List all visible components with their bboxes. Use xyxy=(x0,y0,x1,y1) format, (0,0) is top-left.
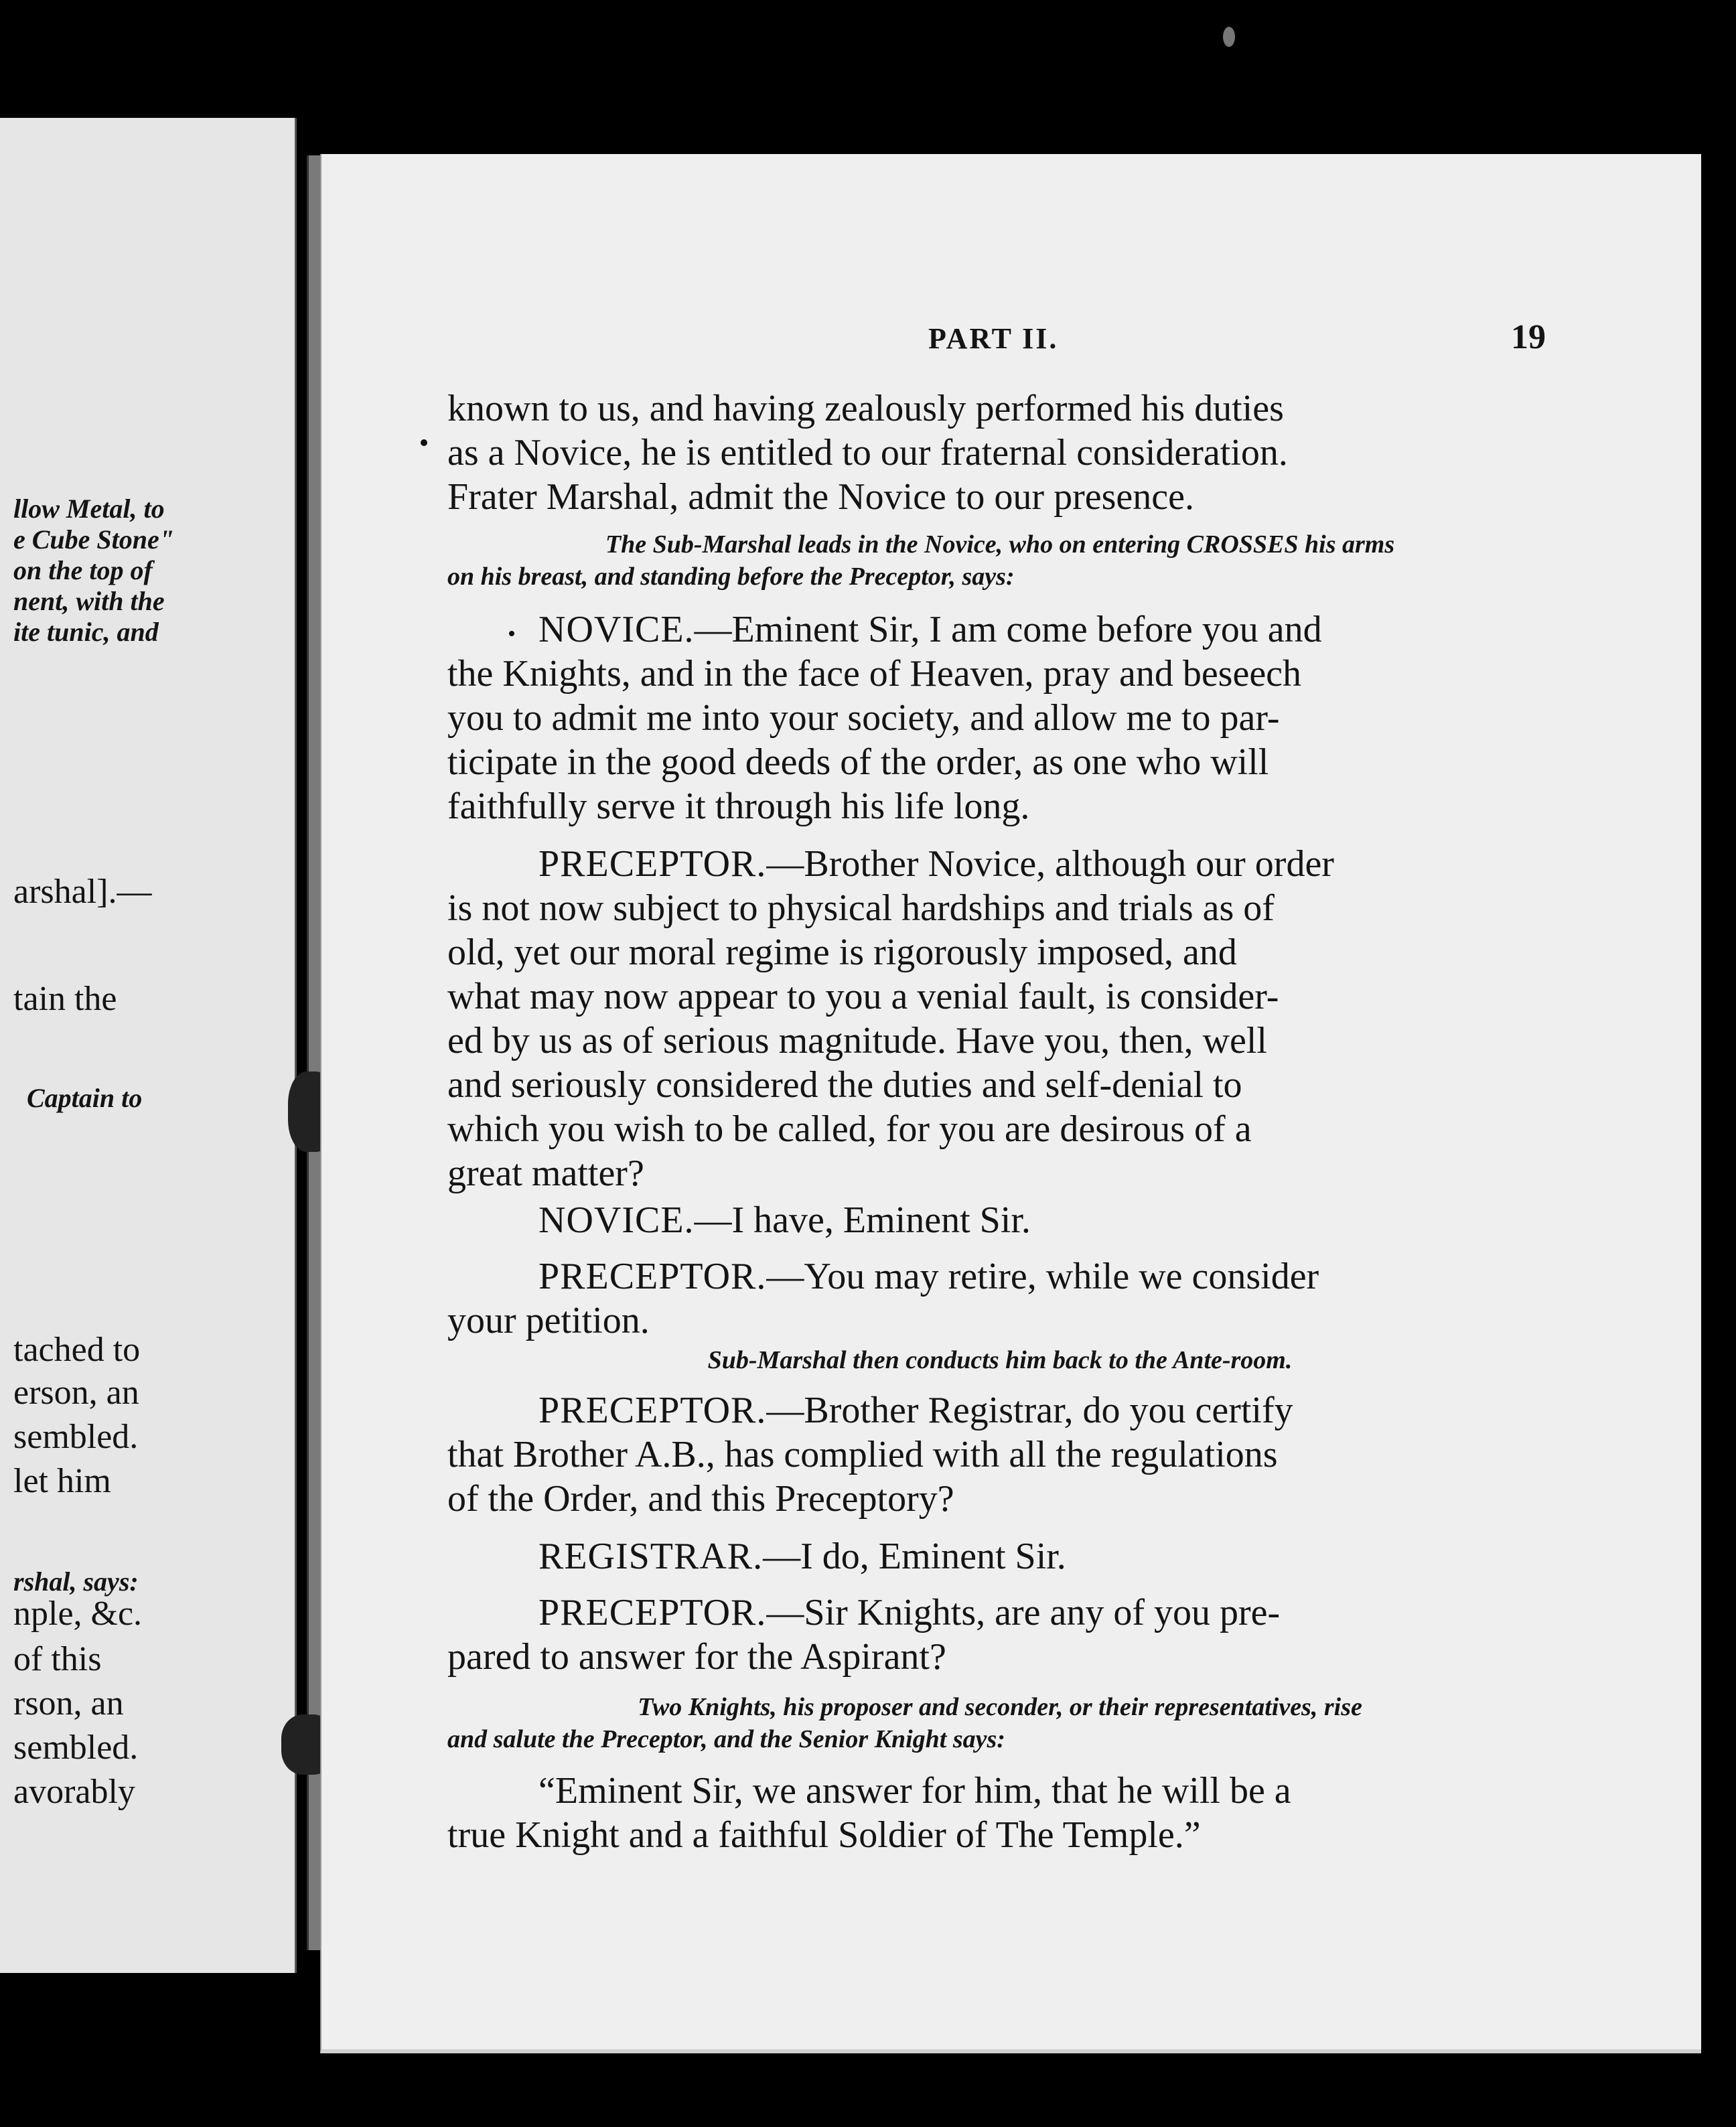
speech-line xyxy=(538,611,1552,648)
ink-speck xyxy=(421,439,427,446)
left-fragment: nple, &c. xyxy=(13,1595,143,1633)
text-line: and seriously considered the duties and self-denial to xyxy=(447,1064,1242,1106)
stage-direction: Sub-Marshal then conducts him back to the Ante-room. xyxy=(707,1346,1293,1374)
speech-line xyxy=(538,1258,1552,1295)
text-line: is not now subject to physical hardships and trials as of xyxy=(447,887,1275,929)
running-head: PART II. xyxy=(928,322,1059,355)
speech-text: —You may retire, while we consider xyxy=(766,1256,1319,1297)
left-fragment: sembled. xyxy=(13,1418,139,1456)
text-line: the Knights, and in the face of Heaven, pray and beseech xyxy=(447,653,1302,694)
text-line: Frater Marshal, admit the Novice to our presence. xyxy=(447,476,1194,518)
left-fragment: nent, with the xyxy=(13,586,165,616)
ink-speck xyxy=(509,631,514,636)
text-line: ticipate in the good deeds of the order, as one who will xyxy=(447,741,1269,783)
text-line: as a Novice, he is entitled to our fraternal consideration. xyxy=(447,432,1288,473)
text-line: ed by us as of serious magnitude. Have you, then, well xyxy=(447,1020,1267,1061)
speaker-name: PRECEPTOR. xyxy=(538,1256,767,1297)
left-fragment: rson, an xyxy=(13,1684,124,1722)
text-line: of the Order, and this Preceptory? xyxy=(447,1478,954,1520)
text-line: old, yet our moral regime is rigorously imposed, and xyxy=(447,932,1237,973)
page-number: 19 xyxy=(1511,318,1546,356)
speech-text: —Sir Knights, are any of you pre- xyxy=(766,1592,1281,1633)
left-fragment: ite tunic, and xyxy=(13,617,159,647)
text-line: your petition. xyxy=(447,1300,650,1341)
speech-text: —Eminent Sir, I am come before you and xyxy=(694,609,1322,650)
stage-direction: The Sub-Marshal leads in the Novice, who on entering CROSSES his arms xyxy=(605,530,1395,559)
speech-line xyxy=(538,1594,1552,1631)
speech-text: —Brother Novice, although our order xyxy=(766,843,1334,885)
left-fragment: on the top of xyxy=(13,555,153,585)
speaker-name: PRECEPTOR. xyxy=(538,1390,767,1431)
ink-speck xyxy=(1223,27,1235,47)
speaker-name: NOVICE. xyxy=(538,1199,695,1241)
speech-line xyxy=(538,1392,1552,1429)
left-fragment: avorably xyxy=(13,1773,135,1811)
text-line: what may now appear to you a venial fault, is consider- xyxy=(447,976,1279,1017)
left-fragment: e Cube Stone" xyxy=(13,524,174,555)
text-line: “Eminent Sir, we answer for him, that he will be a xyxy=(538,1770,1291,1812)
stage-direction: and salute the Preceptor, and the Senior Knight says: xyxy=(447,1725,1005,1753)
left-fragment: tain the xyxy=(13,980,117,1018)
speaker-name: PRECEPTOR. xyxy=(538,843,767,885)
text-line: which you wish to be called, for you are desirous of a xyxy=(447,1108,1252,1150)
speaker-name: NOVICE. xyxy=(538,609,695,650)
text-line: you to admit me into your society, and allow me to par- xyxy=(447,697,1280,739)
speaker-name: REGISTRAR. xyxy=(538,1536,764,1577)
text-line: great matter? xyxy=(447,1153,644,1194)
left-fragment: of this xyxy=(13,1640,102,1678)
speech-line xyxy=(538,845,1552,883)
text-line: that Brother A.B., has complied with all the regulations xyxy=(447,1434,1278,1475)
left-fragment: arshal].— xyxy=(13,873,152,911)
left-fragment: llow Metal, to xyxy=(13,494,165,524)
stage-direction: on his breast, and standing before the Preceptor, says: xyxy=(447,563,1015,591)
left-page xyxy=(0,118,297,1973)
stage-direction: Two Knights, his proposer and seconder, or their representatives, rise xyxy=(638,1693,1362,1721)
left-fragment: let him xyxy=(13,1462,111,1500)
left-fragment: Captain to xyxy=(27,1083,143,1113)
text-line: true Knight and a faithful Soldier of The Temple.” xyxy=(447,1814,1201,1856)
left-fragment: sembled. xyxy=(13,1729,139,1767)
speech-text: —I have, Eminent Sir. xyxy=(694,1199,1031,1241)
text-line: pared to answer for the Aspirant? xyxy=(447,1636,946,1678)
speech-text: —Brother Registrar, do you certify xyxy=(766,1390,1293,1431)
speech-line xyxy=(538,1201,1552,1239)
left-fragment: tached to xyxy=(13,1331,141,1369)
left-fragment: rshal, says: xyxy=(13,1566,139,1597)
text-line: faithfully serve it through his life long. xyxy=(447,786,1030,827)
speaker-name: PRECEPTOR. xyxy=(538,1592,767,1633)
speech-line xyxy=(538,1538,1552,1575)
text-line: known to us, and having zealously performed his duties xyxy=(447,388,1284,429)
speech-text: —I do, Eminent Sir. xyxy=(763,1536,1066,1577)
left-fragment: erson, an xyxy=(13,1374,139,1412)
